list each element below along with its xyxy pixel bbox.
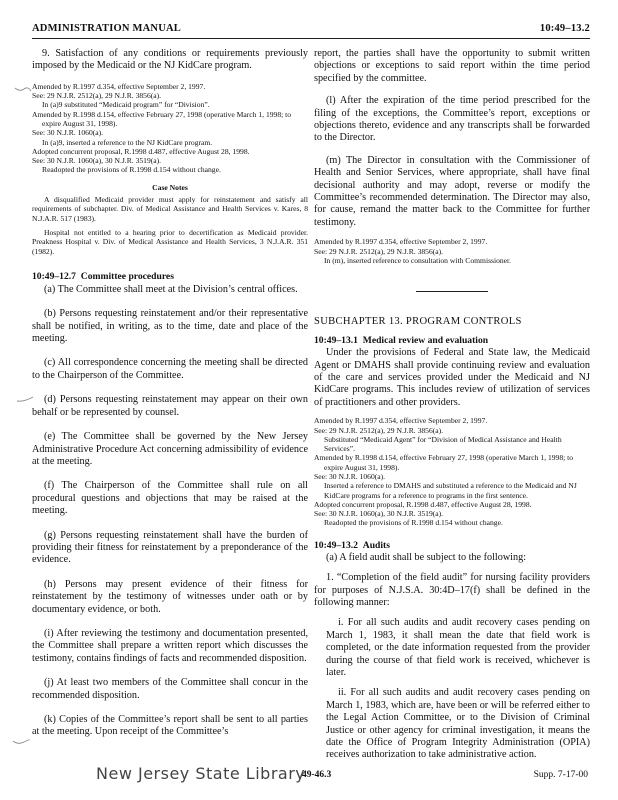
- library-stamp: New Jersey State Library: [96, 764, 306, 783]
- paragraph-l: (l) After the expiration of the time period prescribed for the filing of the exceptions, the Committee’s report, exceptions or objections thereto, evidence and any transcripts shall be forwarded to the Director.: [314, 95, 590, 144]
- history-line: Readopted the provisions of R.1998 d.154 without change.: [324, 518, 503, 528]
- paragraph-h: (h) Persons may present evidence of their fitness for reinstatement by the testimony of witnesses under oath or by documentary evidence, or both.: [32, 578, 308, 615]
- section-title-13-2: Audits: [362, 539, 390, 551]
- manual-title: ADMINISTRATION MANUAL: [32, 23, 181, 34]
- paragraph-f: (f) The Chairperson of the Committee shall rule on all procedural questions and objections that may be raised at the meeting.: [32, 480, 308, 517]
- history-line: Adopted concurrent proposal, R.1998 d.487, effective August 28, 1998.: [32, 146, 250, 156]
- history-line: See: 29 N.J.R. 2512(a), 29 N.J.R. 3856(a).: [314, 246, 444, 256]
- history-line: In (a)9 substituted “Medicaid program” for “Division”.: [42, 100, 210, 110]
- left-column: [32, 48, 308, 739]
- page-footer: [0, 764, 618, 790]
- section-number-13-2: 10:49–13.2: [314, 539, 358, 551]
- history-note-3: [314, 416, 590, 528]
- history-line: See: 30 N.J.R. 1060(a), 30 N.J.R. 3519(a).: [314, 509, 444, 519]
- history-note-2: [314, 237, 590, 265]
- history-line: See: 30 N.J.R. 1060(a).: [32, 128, 104, 138]
- section-number: 10:49–13.2: [539, 23, 590, 34]
- section-divider: [416, 291, 488, 292]
- history-line: See: 30 N.J.R. 1060(a).: [314, 471, 386, 481]
- supplement-date: Supp. 7-17-00: [533, 770, 588, 780]
- paragraph-d: (d) Persons requesting reinstatement may appear on their own behalf or be represented by counsel.: [32, 394, 308, 418]
- history-line: See: 30 N.J.R. 1060(a), 30 N.J.R. 3519(a).: [32, 156, 162, 166]
- paragraph-m: (m) The Director in consultation with the Commissioner of Health and Senior Services, where appropriate, shall have final decisional authority and may adopt, reverse or modify the Committee’s recommended determination. The Director may also, for cause, remand the matter back to the Committee for further testimony.: [314, 154, 590, 228]
- history-line: Amended by R.1997 d.354, effective September 2, 1997.: [32, 81, 206, 91]
- section-title-12-7: Committee procedures: [80, 270, 174, 282]
- history-line: Substituted “Medicaid Agent” for “Division of Medical Assistance and Health Services”.: [324, 434, 562, 454]
- margin-mark-icon: [14, 86, 32, 94]
- history-line: See: 29 N.J.R. 2512(a), 29 N.J.R. 3856(a).: [314, 425, 444, 435]
- history-line: See: 29 N.J.R. 2512(a), 29 N.J.R. 3856(a).: [32, 91, 162, 101]
- margin-mark-icon: [16, 396, 34, 404]
- page-number: 49-46.3: [302, 770, 332, 780]
- paragraph-13-2-a: (a) A field audit shall be subject to the following:: [326, 551, 527, 563]
- case-note: A disqualified Medicaid provider must apply for reinstatement and satisfy all requirements of subchapter. Div. of Medical Assistance and Health Services v. Kares, 8 N.J.A.R. 517 (1983).: [32, 195, 308, 223]
- history-line: Amended by R.1997 d.354, effective September 2, 1997.: [314, 237, 488, 247]
- margin-mark-icon: [12, 738, 30, 746]
- section-title-13-1: Medical review and evaluation: [362, 335, 489, 347]
- paragraph-g: (g) Persons requesting reinstatement shall have the burden of providing their fitness for reinstatement by a preponderance of the evidence.: [32, 529, 308, 566]
- paragraph-j: (j) At least two members of the Committee shall concur in the recommended disposition.: [32, 677, 308, 701]
- right-column: [314, 48, 590, 762]
- paragraph-9: 9. Satisfaction of any conditions or requirements previously imposed by the Medicaid or the NJ KidCare program.: [32, 48, 308, 72]
- case-note: Hospital not entitled to a hearing prior to decertification as Medicaid provider. Preakness Hospital v. Div. of Medical Assistance and Health Services, 3 N.J.A.R. 351 (1982).: [32, 227, 308, 256]
- paragraph-e: (e) The Committee shall be governed by the New Jersey Administrative Procedure Act concerning admissibility of evidence at the meeting.: [32, 431, 308, 467]
- history-line: Amended by R.1998 d.154, effective February 27, 1998 (operative March 1, 1998; to expire August 31, 1998).: [32, 109, 292, 128]
- subchapter-heading: SUBCHAPTER 13. PROGRAM CONTROLS: [314, 316, 522, 328]
- section-13-1-body: Under the provisions of Federal and State law, the Medicaid Agent or DMAHS shall provide continuing review and evaluation of the care and services provided under the Medicaid and NJ KidCare programs. This includes review of utilization of services of practitioners and other providers.: [314, 347, 590, 408]
- history-line: Readopted the provisions of R.1998 d.154 without change.: [42, 165, 221, 175]
- history-line: Amended by R.1997 d.354, effective September 2, 1997.: [314, 416, 488, 426]
- section-number-12-7: 10:49–12.7: [32, 270, 76, 282]
- paragraph-13-2-a1: 1. “Completion of the field audit” for nursing facility providers for purposes of N.J.S.A. 30:4D–17(f) shall be defined in the following manner:: [314, 572, 590, 608]
- paragraph-i: (i) After reviewing the testimony and documentation presented, the Committee shall prepare a written report which discusses the testimony, contains findings of facts and recommended disposition.: [32, 627, 308, 664]
- history-note-1: [32, 82, 308, 175]
- section-heading-13-1: [314, 335, 590, 346]
- history-line: Inserted a reference to DMAHS and substituted a reference to the Medicaid and NJ KidCare programs for a reference to programs in the first sentence.: [324, 481, 577, 500]
- paragraph-c: (c) All correspondence concerning the meeting shall be directed to the Chairperson of the Committee.: [32, 357, 308, 381]
- paragraph-13-2-a1-i: i. For all such audits and audit recovery cases pending on March 1, 1983, it shall mean the date that field work is completed, or the date information requested from the provider during the course of that field work is received, whichever is later.: [326, 617, 590, 679]
- section-heading-12-7: [32, 271, 308, 282]
- section-number-13-1: 10:49–13.1: [314, 335, 358, 347]
- paragraph-k-continued: report, the parties shall have the opportunity to submit written objections or exceptions to said report within the time period specified by the committee.: [314, 48, 590, 84]
- paragraph-b: (b) Persons requesting reinstatement and/or their representative shall be notified, in writing, as to the time, date and place of the meeting.: [32, 308, 308, 345]
- history-line: In (a)9, inserted a reference to the NJ KidCare program.: [42, 137, 213, 147]
- history-line: Adopted concurrent proposal, R.1998 d.487, effective August 28, 1998.: [314, 499, 532, 509]
- paragraph-a: (a) The Committee shall meet at the Division’s central offices.: [44, 283, 298, 295]
- section-heading-13-2: [314, 540, 590, 551]
- history-line: In (m), inserted reference to consultation with Commissioner.: [324, 255, 512, 265]
- history-line: Amended by R.1998 d.154, effective February 27, 1998 (operative March 1, 1998; to expire August 31, 1998).: [314, 453, 574, 472]
- case-notes-title: Case Notes: [152, 182, 188, 192]
- paragraph-k: (k) Copies of the Committee’s report shall be sent to all parties at the meeting. Upon receipt of the Committee’s: [32, 714, 308, 738]
- paragraph-13-2-a1-ii: ii. For all such audits and audit recovery cases pending on March 1, 1983, which are, have been or will be referred either to the Legal Action Committee, or to the Division of Criminal Justice or other agency for criminal investigation, it means the date the Office of Program Integrity Administration (OPIA) receives authorization to take administrative action.: [326, 687, 590, 761]
- running-header: [32, 20, 590, 39]
